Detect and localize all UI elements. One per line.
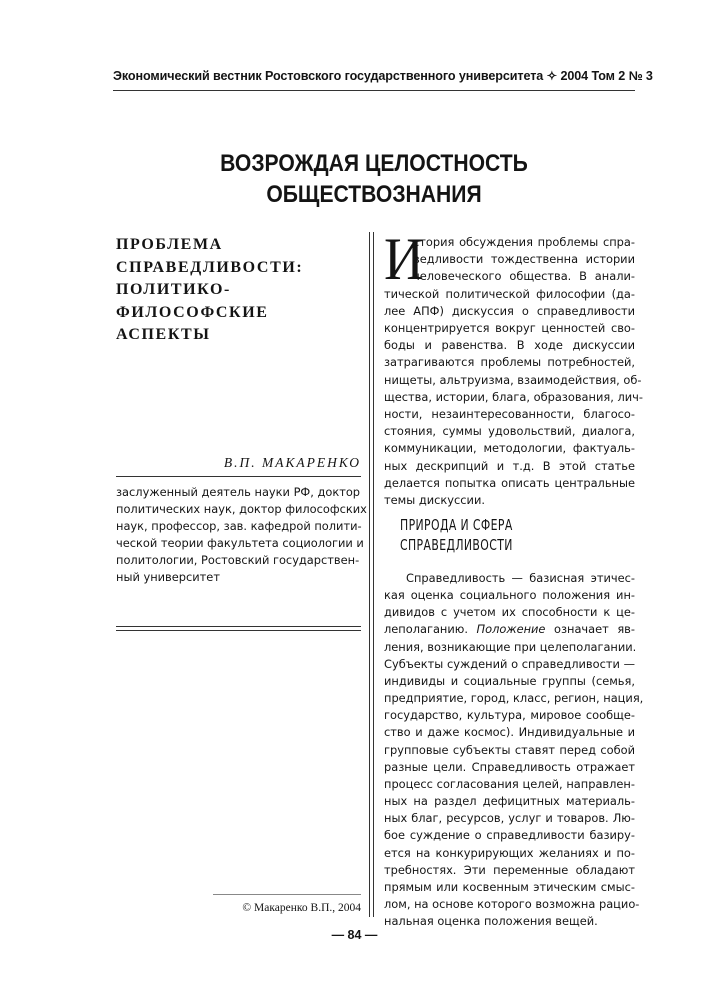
section-heading-line: СПРАВЕДЛИВОСТИ [400,536,513,554]
drop-cap: И [384,226,424,292]
affiliation-line: ческой теории факультета социологии и [116,536,364,551]
column-divider [373,232,374,917]
paragraph-line: групповые субъекты ставят перед собой [384,742,635,757]
paragraph-line: Субъекты суждений о справедливости — [384,656,635,671]
emphasis-term: Положение [476,622,546,637]
paragraph-line: ведливости тождественна истории [413,252,635,267]
paragraph-line: делается попытка описать центральные [384,475,635,490]
paragraph-line: ности, незаинтересованности, благосо- [384,407,635,422]
paragraph-line: стояния, суммы удовольствий, диалога, [384,424,635,439]
section-heading [400,515,513,555]
paragraph-line: ных на раздел дефицитных материаль- [384,794,635,809]
paragraph-line: нищеты, альтруизма, взаимодействия, об- [384,372,642,387]
section-paragraph [384,570,644,930]
column-divider [369,232,370,917]
paragraph-line: прямым или косвенным этическим смыс- [384,879,635,894]
title-line: ОБЩЕСТВОЗНАНИЯ [266,181,482,208]
affiliation-line: наук, профессор, зав. кафедрой полити- [116,519,362,534]
journal-name: Экономический вестник Ростовского государственного университета [113,69,544,83]
paragraph-line: предприятие, город, класс, регион, нация, [384,691,644,706]
paragraph-line: темы дискуссии. [384,493,485,508]
paragraph-line: ных дескрипций и т.д. В этой статье [384,458,635,473]
section-heading-line: ПРИРОДА И СФЕРА [400,516,513,534]
paragraph-line: государство, культура, мировое сообще- [384,708,635,723]
article-subtitle [116,234,356,347]
paragraph-line: концентрируется вокруг ценностей сво- [384,321,635,336]
issue-info: 2004 Том 2 № 3 [560,69,653,83]
subtitle-line: ФИЛОСОФСКИЕ [116,303,269,321]
copyright-notice: © Макаренко В.П., 2004 [242,902,361,914]
author-rule [116,476,361,477]
paragraph-line: затрагиваются проблемы потребностей, [384,355,635,370]
paragraph-line: ления, возникающие при целеполагании. [384,639,637,654]
paragraph-line: Справедливость — базисная этичес- [406,571,635,585]
paragraph-line: лее АПФ) дискуссия о справедливости [384,303,635,318]
article-title [144,148,603,210]
affiliation-line: политологии, Ростовский государствен- [116,553,360,568]
affiliation-line: ный университет [116,570,220,585]
subtitle-line: ПРОБЛЕМА [116,236,223,253]
paragraph-line: боды и равенства. В ходе дискуссии [384,338,635,353]
double-rule-bottom [116,630,361,631]
affiliation-line: заслуженный деятель науки РФ, доктор [116,485,361,499]
header-rule [113,90,635,91]
subtitle-line: ПОЛИТИКО- [116,281,231,298]
paragraph-line: разные цели. Справедливость отражает [384,759,635,774]
text-run: леполаганию. [384,622,477,637]
separator-icon: ✧ [546,69,558,83]
paragraph-line: стория обсуждения проблемы спра- [413,235,635,249]
paragraph-line: нальная оценка положения вещей. [384,914,598,929]
paragraph-line: лом, на основе которого возможна рацио- [384,896,640,911]
paragraph-line: ных благ, ресурсов, услуг и товаров. Лю- [384,811,635,826]
paragraph-line: человеческого общества. В анали- [413,269,635,284]
paragraph-line: ство и даже космос). Индивидуальные и [384,725,635,740]
paragraph-line: кая оценка социального положения ин- [384,588,635,603]
paragraph-line: бое суждение о справедливости базиру- [384,828,635,843]
double-rule-top [116,626,361,627]
paragraph-line: индивиды и социальные группы (семья, [384,673,635,688]
paragraph-line: тической политической философии (да- [384,286,635,301]
intro-paragraph [384,234,643,509]
subtitle-line: СПРАВЕДЛИВОСТИ: [116,258,304,276]
running-header [113,68,653,83]
affiliation-line: политических наук, доктор философских [116,502,367,517]
paragraph-line: ется на конкурирующих желаниях и по- [384,845,635,860]
paragraph-line: требностях. Эти переменные обладают [384,862,635,877]
copyright-rule [213,894,361,895]
subtitle-line: АСПЕКТЫ [116,326,211,343]
title-line: ВОЗРОЖДАЯ ЦЕЛОСТНОСТЬ [220,150,528,177]
text-run: означает яв- [545,622,635,637]
page-number: — 84 — [331,928,378,942]
paragraph-line [384,621,635,638]
paragraph-line: коммуникации, методологии, фактуаль- [384,441,635,456]
paragraph-line: процесс согласования целей, направлен- [384,776,635,791]
paragraph-line: щества, истории, блага, образования, лич- [384,389,643,404]
author-name: В.П. МАКАРЕНКО [223,455,361,470]
paragraph-line: дивидов с учетом их способности к це- [384,605,635,620]
author-affiliation [116,484,366,587]
